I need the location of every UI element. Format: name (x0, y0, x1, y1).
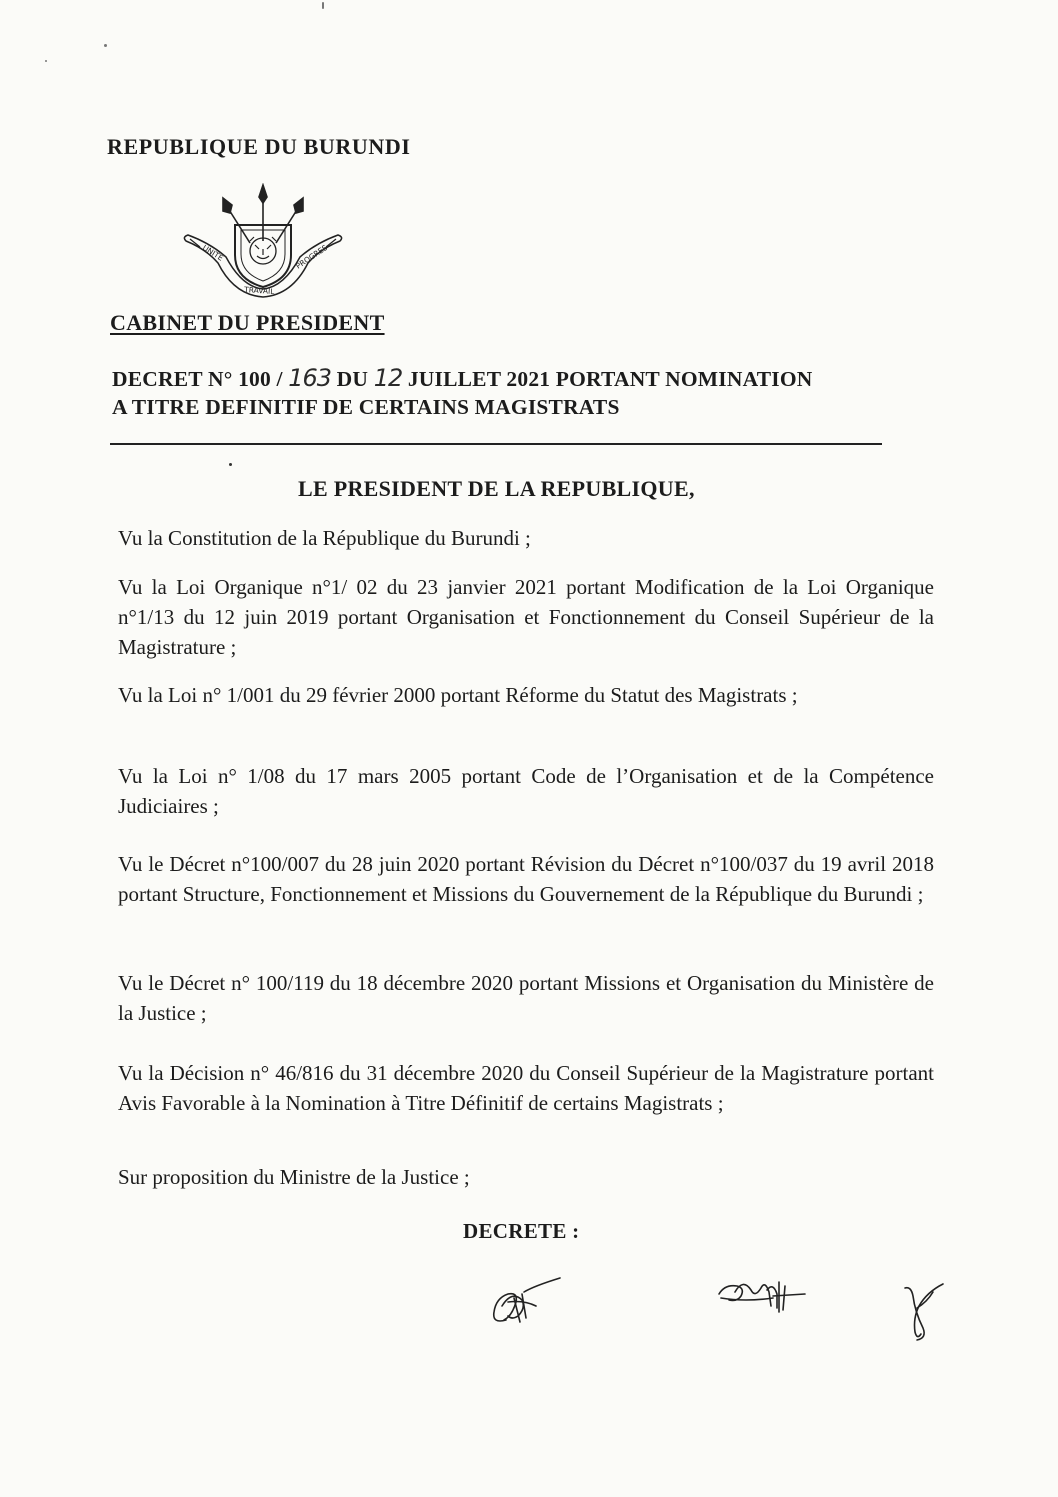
consideration-paragraph: Vu la Constitution de la République du Burundi ; (118, 526, 531, 550)
consideration-paragraph: Vu le Décret n° 100/119 du 18 décembre 2020 portant Missions et Organisation du Ministère de la Justice ; (118, 971, 934, 1025)
president-heading: LE PRESIDENT DE LA REPUBLIQUE, (298, 476, 695, 501)
consideration-paragraph: Vu la Loi n° 1/001 du 29 février 2000 portant Réforme du Statut des Magistrats ; (118, 683, 798, 707)
horizontal-rule (110, 443, 882, 445)
decree-title-line-1-rest: JUILLET 2021 PORTANT NOMINATION (407, 367, 813, 391)
consideration-paragraph: Vu la Loi Organique n°1/ 02 du 23 janvier 2021 portant Modification de la Loi Organique n°1/13 du 12 juin 2019 portant Organisation et Fonctionnement du Conseil Supérieur de la Magistrature ; (118, 575, 934, 659)
consideration-paragraph: Vu le Décret n°100/007 du 28 juin 2020 portant Révision du Décret n°100/037 du 19 avril 2018 portant Structure, Fonctionnement et Missions du Gouvernement de la République du Burundi ; (118, 852, 934, 906)
decree-title (112, 364, 952, 421)
signature-initials-3 (893, 1278, 953, 1348)
scan-speck (104, 44, 107, 47)
signature-initials-2 (715, 1272, 810, 1320)
decree-title-line-2: A TITRE DEFINITIF DE CERTAINS MAGISTRATS (112, 395, 620, 419)
scan-speck (45, 60, 47, 62)
signature-initials-1 (478, 1272, 568, 1332)
motto-word-2: TRAVAIL (243, 285, 275, 297)
cabinet-heading: CABINET DU PRESIDENT (110, 310, 385, 335)
motto-word-1: UNITE (200, 243, 225, 263)
scan-speck (229, 463, 232, 466)
decrete-heading: DECRETE : (463, 1219, 580, 1243)
decree-number-prefix: DECRET N° 100 / (112, 367, 283, 391)
decree-title-line-1 (112, 364, 952, 393)
consideration-paragraph: Sur proposition du Ministre de la Justice ; (118, 1165, 470, 1189)
scan-speck (322, 2, 324, 9)
handwritten-decree-number: 163 (288, 364, 332, 392)
decree-du: DU (336, 367, 369, 391)
burundi-coat-of-arms-emblem (180, 183, 345, 303)
consideration-paragraph: Vu la Décision n° 46/816 du 31 décembre 2020 du Conseil Supérieur de la Magistrature portant Avis Favorable à la Nomination à Titre Définitif de certains Magistrats ; (118, 1061, 934, 1115)
country-heading: REPUBLIQUE DU BURUNDI (107, 134, 411, 159)
handwritten-day: 12 (373, 364, 403, 392)
consideration-paragraph: Vu la Loi n° 1/08 du 17 mars 2005 portant Code de l’Organisation et de la Compétence Judiciaires ; (118, 764, 934, 818)
motto-word-3: PROGRES (294, 242, 330, 271)
